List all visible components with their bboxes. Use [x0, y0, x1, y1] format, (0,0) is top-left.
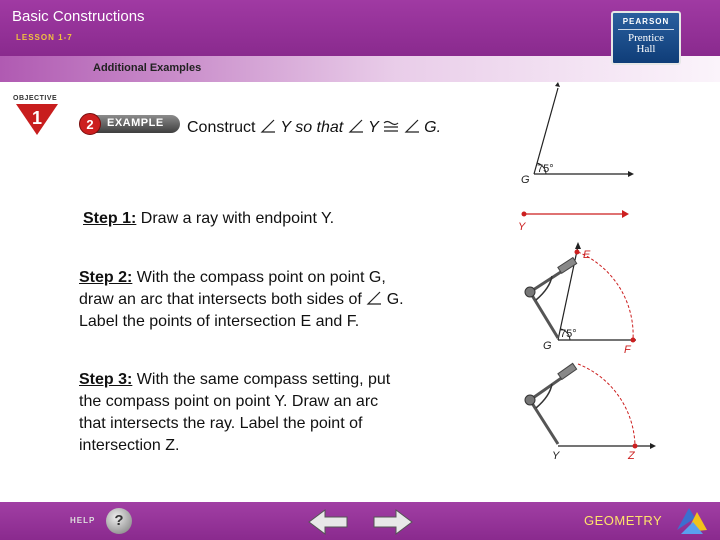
step-2 — [79, 267, 404, 333]
ray-arrowhead — [622, 210, 629, 218]
problem-part2: Y so that — [280, 119, 344, 136]
vertex-label-g: G — [543, 340, 552, 352]
step-2-line1: With the compass point on point G, — [136, 269, 386, 286]
objective-number: 1 — [31, 108, 43, 128]
section-label: Additional Examples — [93, 62, 202, 74]
step-3-line1: With the same compass setting, put — [136, 371, 391, 388]
compass-icon — [525, 258, 577, 338]
problem-part4: G. — [424, 119, 442, 136]
step-1-text: Draw a ray with endpoint Y. — [140, 210, 335, 227]
logo-line3: Hall — [636, 43, 656, 55]
point-label-e: E — [583, 249, 591, 261]
pearson-logo — [611, 11, 681, 65]
endpoint-label-y: Y — [552, 450, 560, 462]
logo-brand: PEARSON — [618, 17, 674, 30]
step-3-label: Step 3: — [79, 371, 133, 388]
arc-ef — [578, 252, 633, 340]
compass-icon — [525, 363, 577, 444]
ray-arrowhead — [555, 82, 560, 87]
congruent-symbol-icon — [383, 119, 399, 133]
step-3-line3: that intersects the ray. Label the point of — [79, 415, 363, 432]
angle-symbol-icon — [404, 119, 420, 133]
ray-arrowhead — [628, 171, 634, 177]
example-badge — [79, 113, 180, 135]
example-number: 2 — [79, 113, 101, 135]
geometry-brand: GEOMETRY — [584, 513, 663, 528]
arc-z — [578, 364, 635, 446]
problem-statement — [187, 119, 441, 137]
step-2-line3: Label the points of intersection E and F. — [79, 313, 360, 330]
example-label: EXAMPLE — [107, 117, 164, 129]
ray-arrowhead — [575, 242, 581, 249]
step-3-line2: the compass point on point Y. Draw an arc — [79, 393, 379, 410]
help-question-icon[interactable]: ? — [106, 508, 132, 534]
ray-arrowhead — [650, 443, 656, 449]
point-f-dot — [631, 338, 636, 343]
help-button[interactable] — [70, 508, 134, 534]
logo-line2: Prentice — [627, 32, 665, 44]
ray-y-diagram — [510, 204, 640, 234]
previous-arrow-icon[interactable] — [307, 508, 349, 536]
problem-part1: Construct — [187, 119, 256, 136]
next-arrow-icon[interactable] — [372, 508, 414, 536]
problem-part3: Y — [368, 119, 379, 136]
endpoint-label-y: Y — [518, 221, 526, 233]
point-label-f: F — [624, 344, 631, 356]
angle-side-upper — [534, 88, 558, 174]
step-1 — [83, 208, 334, 230]
point-z-dot — [633, 444, 638, 449]
angle-measure-label: 75° — [537, 163, 554, 175]
compass-arc-diagram — [508, 240, 658, 358]
point-e-dot — [575, 250, 580, 255]
help-label: HELP — [70, 516, 96, 525]
step-1-label: Step 1: — [83, 210, 137, 227]
objective-label: OBJECTIVE — [13, 95, 58, 102]
lesson-label: LESSON 1-7 — [16, 33, 73, 42]
header-bar — [0, 0, 720, 82]
step-2-label: Step 2: — [79, 269, 133, 286]
step-2-line2: draw an arc that intersects both sides of — [79, 291, 362, 308]
objective-shield-icon — [13, 102, 63, 136]
step-2-line2-end: G. — [386, 291, 404, 308]
vertex-label-g: G — [521, 174, 530, 186]
point-label-z: Z — [628, 450, 635, 462]
compass-arc-ray-diagram — [508, 358, 658, 464]
angle-symbol-icon — [366, 291, 382, 305]
given-angle-diagram — [510, 82, 650, 188]
step-3 — [79, 369, 390, 457]
page-title: Basic Constructions — [12, 8, 145, 25]
objective-badge — [13, 95, 63, 137]
step-3-line4: intersection Z. — [79, 437, 180, 454]
angle-symbol-icon — [260, 119, 276, 133]
geometry-logo-icon — [673, 504, 709, 536]
angle-symbol-icon — [348, 119, 364, 133]
angle-measure-label: 75° — [560, 328, 577, 340]
